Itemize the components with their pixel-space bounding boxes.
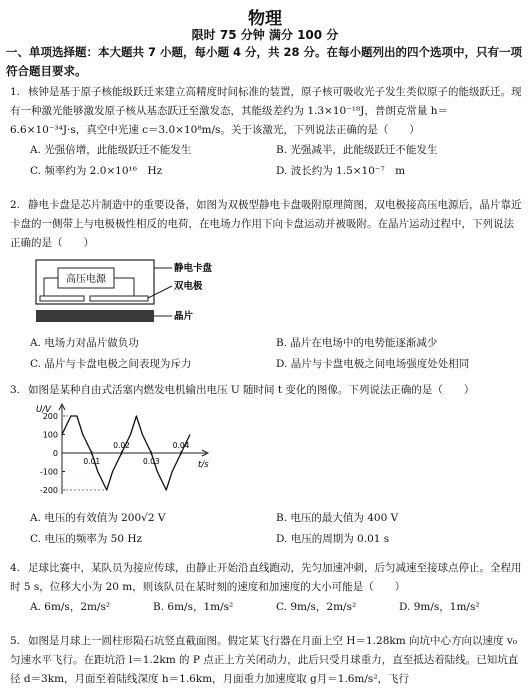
question-3-options [10,508,522,550]
question-stem: 如图是某种自由式活塞内燃发电机输出电压 U 随时间 t 变化的图像。下列说法正确的是（ ） [28,384,475,396]
options [10,333,522,375]
question-number: 1. [10,86,21,98]
option-d[interactable]: D. 电压的周期为 0.01 s [276,533,390,545]
question-2 [10,196,522,253]
electrode-label: 双电极 [174,281,203,292]
options [10,597,522,618]
option-d[interactable]: D. 波长约为 1.5×10⁻⁷ m [276,165,406,177]
option-b[interactable]: B. 晶片在电场中的电势能逐渐减少 [276,337,438,349]
options [10,508,522,550]
y-tick-label: 200 [42,412,58,421]
x-tick-label: 0.02 [113,441,130,450]
question-stem: 足球比赛中，某队员为接应传球，由静止开始沿直线跑动，先匀加速冲刺，后匀减速至接球点停止。全程用时 5 s，位移大小为 20 m，则该队员在某时刻的速度和加速度的大小可能是（ ） [10,562,522,593]
x-tick-label: 0.03 [142,457,160,466]
leader-line [148,286,172,298]
option-c[interactable]: C. 电压的频率为 50 Hz [30,533,143,545]
y-axis-label: U/V [36,405,51,415]
question-number: 2. [10,199,21,211]
option-c[interactable]: C. 晶片与卡盘电极之间表现为斥力 [30,358,192,370]
power-label: 高压电源 [66,274,106,285]
x-tick-label: 0.04 [172,441,190,450]
option-b[interactable]: B. 电压的最大值为 400 V [276,512,399,524]
left-electrode [40,296,84,301]
option-b[interactable]: B. 6m/s，1m/s² [153,601,234,613]
question-5 [10,632,522,689]
question-4 [10,559,522,618]
exam-info: 限时 75 分钟 满分 100 分 [191,28,339,42]
option-a[interactable]: A. 电场力对晶片做负功 [30,337,139,349]
x-tick-label: 0.01 [83,457,101,466]
option-d[interactable]: D. 晶片与卡盘电极之间电场强度处处相同 [276,358,470,370]
option-b[interactable]: B. 光强减半，此能级跃迁不能发生 [276,144,438,156]
question-number: 4. [10,562,21,574]
right-electrode [90,296,148,301]
electrostatic-chuck-figure [30,256,250,330]
option-d[interactable]: D. 9m/s，1m/s² [399,601,480,613]
wafer [36,310,154,322]
option-a[interactable]: A. 电压的有效值为 200√2 V [30,512,166,524]
question-1 [10,83,522,182]
option-a[interactable]: A. 6m/s，2m/s² [30,601,111,613]
question-stem: 静电卡盘是芯片制造中的重要设备，如图为双极型静电卡盘吸附原理简图，双电极接高压电源后，晶片靠近卡盘的一侧带上与电极极性相反的电荷，在电场力作用下向卡盘运动并被吸附。在晶片运动过程中，下列说法正确的是（ ） [10,199,522,249]
question-stem: 核钟是基于原子核能级跃迁来建立高精度时间标准的装置，原子核可吸收光子发生类似原子的能级跃迁。现有一种激光能够激发原子核从基态跃迁至激发态，其能级差约为 1.3×10⁻¹⁸J，普朗克常量 h＝6.6×10⁻³⁴J·s，真空中光速 c＝3.0×10⁸m/s。关于该激光，下列说法正确的是（ ） [10,86,522,136]
y-tick-label: -200 [39,486,58,495]
option-c[interactable]: C. 频率约为 2.0×10¹⁶ Hz [30,165,163,177]
question-number: 3. [10,384,21,396]
option-a[interactable]: A. 光强倍增，此能级跃迁不能发生 [30,144,192,156]
section-heading: 一、单项选择题：本大题共 7 小题，每小题 4 分，共 28 分。在每小题列出的四个选项中，只有一项符合题目要求。 [6,45,523,78]
y-tick-label: -100 [39,467,58,477]
question-2-options [10,333,522,375]
chuck-label: 静电卡盘 [174,263,213,274]
option-c[interactable]: C. 9m/s，2m/s² [276,601,357,613]
question-stem: 如图是月球上一圆柱形陨石坑竖直截面图。假定某飞行器在月面上空 H＝1.28km 向坑中心方向以速度 v₀ 匀速水平飞行。在距坑沿 l＝1.2km 的 P 点正上方关闭动力，此后只受月球重力，直至抵达着陆线。已知坑直径 d＝3km，月面至着陆线深度 h＝1.6km，月面重力加速度取 g月＝1.6m/s²，飞行 [10,635,519,685]
y-tick-label: 0 [52,449,58,458]
question-number: 5. [10,635,21,647]
options [10,140,522,182]
x-axis-label: t/s [198,460,209,470]
page-title: 物理 [248,9,282,29]
y-tick-label: 100 [42,430,58,440]
question-3 [10,381,522,400]
wafer-label: 晶片 [174,311,194,322]
voltage-time-chart [28,402,218,502]
